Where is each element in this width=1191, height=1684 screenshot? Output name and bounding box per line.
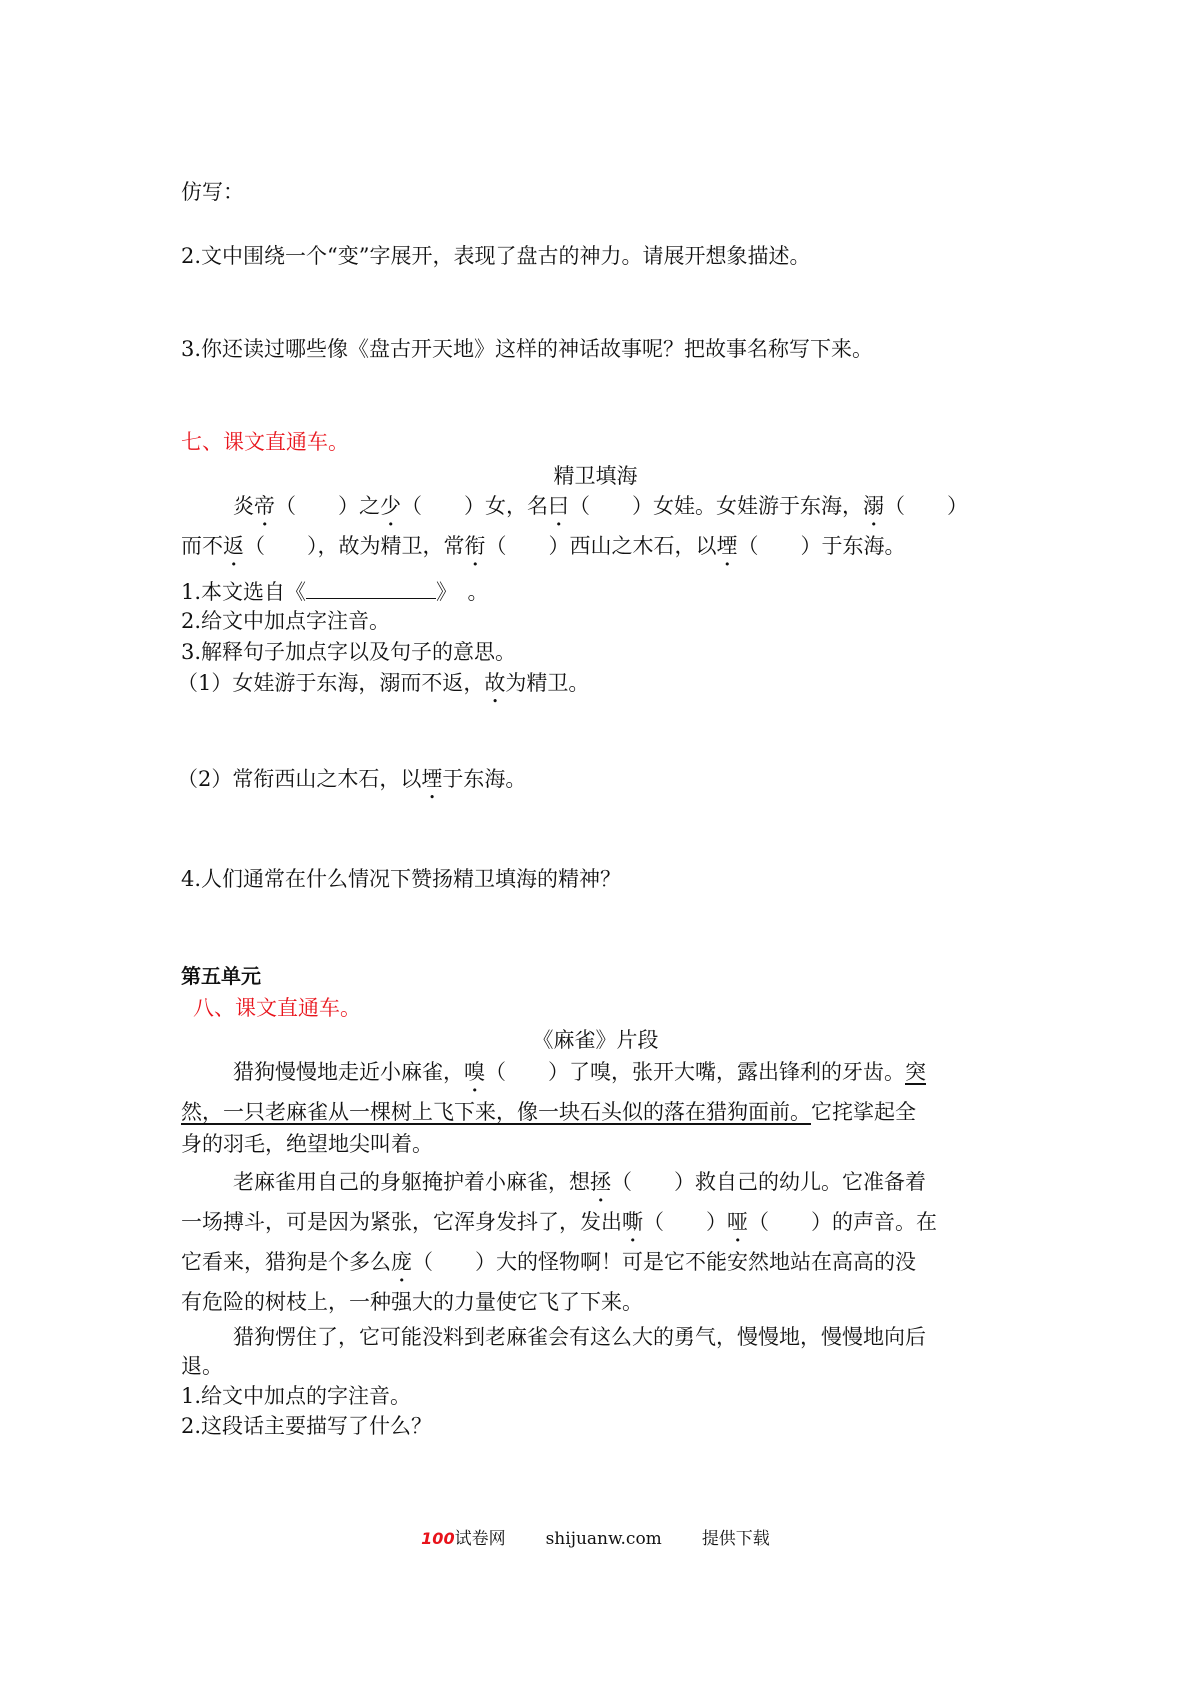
question-3: 3.你还读过哪些像《盘古开天地》这样的神话故事呢？把故事名称写下来。 <box>181 337 874 361</box>
underlined-text: 突 <box>905 1060 926 1084</box>
imitation-label: 仿写： <box>181 180 244 204</box>
site-domain[interactable]: shijuanw.com <box>545 1529 662 1549</box>
dotted-char: 嘶 <box>622 1210 643 1234</box>
answer-blank[interactable] <box>306 576 436 599</box>
dotted-char: 庞 <box>391 1250 412 1274</box>
maque-p1-line1 <box>233 1058 926 1097</box>
text: （ ）西山之木石，以 <box>485 534 717 558</box>
maque-p2-line3 <box>181 1248 916 1287</box>
dotted-char: 曰 <box>548 494 569 518</box>
text: 炎 <box>233 494 254 518</box>
text: 老麻雀用自己的身躯掩护着小麻雀，想 <box>233 1170 590 1194</box>
dotted-char: 拯 <box>590 1170 611 1194</box>
text: （2）常衔西山之木石，以 <box>177 767 422 791</box>
sec7-question-1 <box>181 576 489 606</box>
text: （ ）了嗅，张开大嘴，露出锋利的牙齿。 <box>485 1060 905 1084</box>
sec7-sentence-1 <box>177 669 589 708</box>
dotted-char: 故 <box>484 671 506 695</box>
sec8-question-1: 1.给文中加点的字注音。 <box>181 1384 412 1408</box>
text: 》 。 <box>436 580 489 604</box>
section-7-heading: 七、课文直通车。 <box>181 430 349 454</box>
dotted-char: 溺 <box>863 494 884 518</box>
maque-p3-line1: 猎狗愣住了，它可能没料到老麻雀会有这么大的勇气，慢慢地，慢慢地向后 <box>233 1325 926 1349</box>
text: 于东海。 <box>442 767 527 791</box>
dotted-char: 堙 <box>716 534 738 558</box>
sec7-question-2: 2.给文中加点字注音。 <box>181 609 391 633</box>
text: 它挓挲起全 <box>811 1100 916 1124</box>
text: （1）女娃游于东海，溺而不返， <box>177 671 485 695</box>
dotted-char: 衔 <box>464 534 486 558</box>
maque-p2-line4: 有危险的树枝上，一种强大的力量使它飞了下来。 <box>181 1290 643 1314</box>
text: （ ）的声音。在 <box>748 1210 937 1234</box>
maque-p1-line3: 身的羽毛，绝望地尖叫着。 <box>181 1132 433 1156</box>
text: （ ） <box>643 1210 727 1234</box>
text: 一场搏斗，可是因为紧张，它浑身发抖了，发出 <box>181 1210 622 1234</box>
text: （ ）女，名 <box>401 494 548 518</box>
jingwei-line-2 <box>181 532 906 571</box>
jingwei-line-1 <box>233 492 968 531</box>
passage-title-maque: 《麻雀》片段 <box>532 1028 659 1052</box>
dotted-char: 堙 <box>421 767 443 791</box>
text: 而不 <box>181 534 223 558</box>
dotted-char: 哑 <box>727 1210 748 1234</box>
passage-title-jingwei: 精卫填海 <box>553 464 638 488</box>
text: （ ）大的怪物啊！可是它不能安然地站在高高的没 <box>412 1250 916 1274</box>
text: 为精卫。 <box>505 671 590 695</box>
underlined-text: 然，一只老麻雀从一棵树上飞下来，像一块石头似的落在猎狗面前。 <box>181 1100 811 1124</box>
sec7-question-3: 3.解释句子加点字以及句子的意思。 <box>181 640 517 664</box>
text: 猎狗慢慢地走近小麻雀， <box>233 1060 464 1084</box>
site-name: 试卷网 <box>454 1529 506 1549</box>
dotted-char: 少 <box>380 494 401 518</box>
section-8-heading: 八、课文直通车。 <box>193 996 361 1020</box>
maque-p1-line2 <box>181 1098 916 1126</box>
site-logo: 100 <box>421 1529 455 1548</box>
text: 它看来，猎狗是个多么 <box>181 1250 391 1274</box>
sec7-sentence-2 <box>177 765 526 804</box>
text: （ ） <box>884 494 968 518</box>
text: （ ）救自己的幼儿。它准备着 <box>611 1170 926 1194</box>
sec7-question-4: 4.人们通常在什么情况下赞扬精卫填海的精神？ <box>181 867 622 891</box>
dotted-char: 返 <box>223 534 244 558</box>
maque-p2-line1 <box>233 1168 926 1207</box>
question-2: 2.文中围绕一个“变”字展开，表现了盘古的神力。请展开想象描述。 <box>181 244 811 268</box>
dotted-char: 嗅 <box>464 1060 485 1084</box>
maque-p2-line2 <box>181 1208 937 1247</box>
text: （ ）之 <box>275 494 380 518</box>
text: （ ），故为精卫，常 <box>244 534 465 558</box>
text: （ ）女娃。女娃游于东海， <box>569 494 863 518</box>
text: （ ）于东海。 <box>737 534 906 558</box>
unit-5-heading: 第五单元 <box>181 964 261 988</box>
sec8-question-2: 2.这段话主要描写了什么？ <box>181 1414 433 1438</box>
footer-tail: 提供下载 <box>701 1529 770 1549</box>
text: 1.本文选自《 <box>181 580 307 604</box>
maque-p3-line2: 退。 <box>181 1354 223 1378</box>
footer <box>0 1524 1191 1549</box>
dotted-char: 帝 <box>254 494 275 518</box>
